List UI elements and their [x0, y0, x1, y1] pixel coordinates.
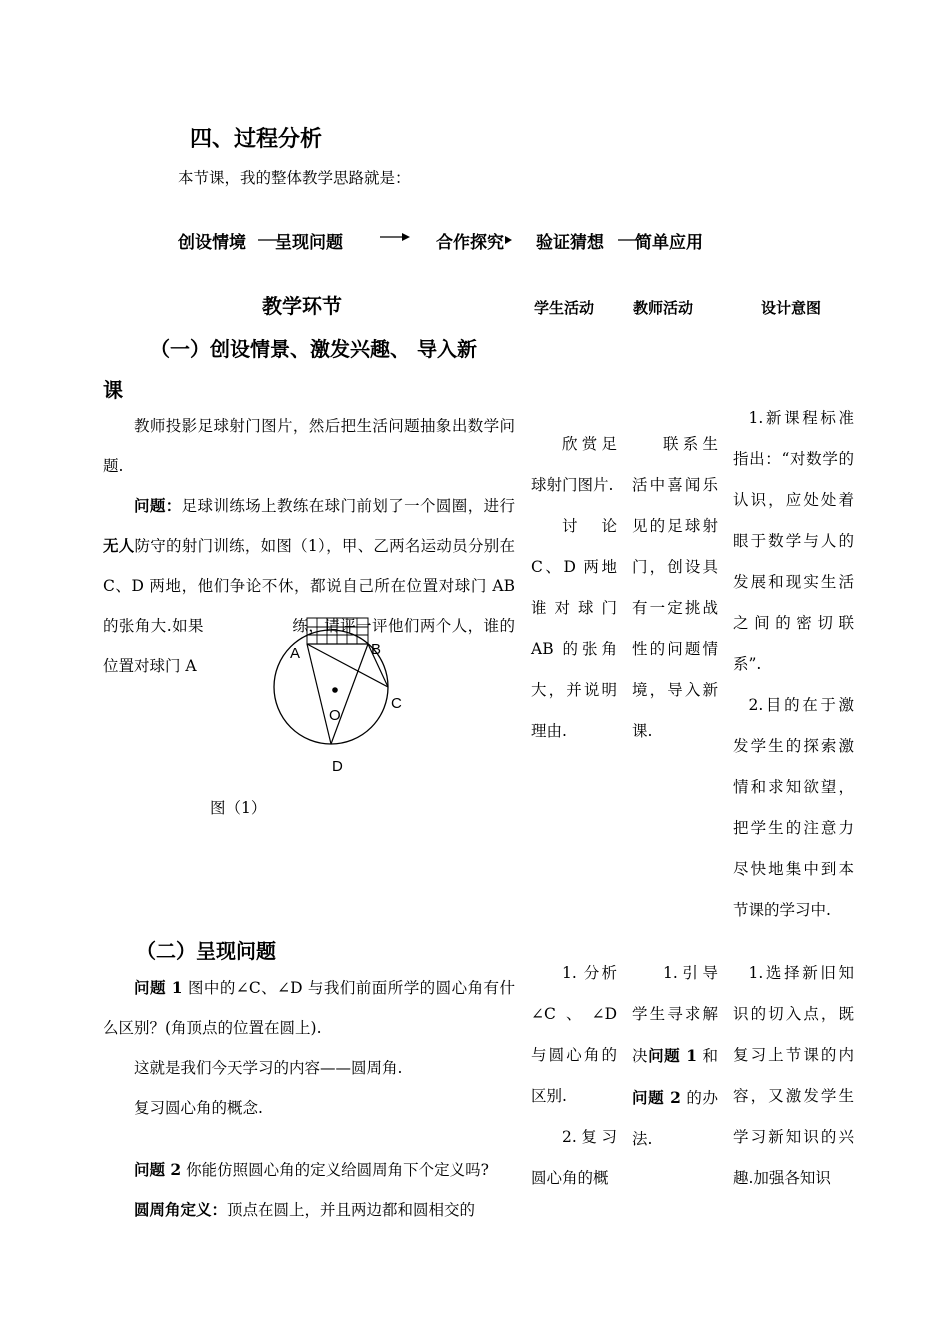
part1-p1: 教师投影足球射门图片，然后把生活问题抽象出数学问题.	[103, 417, 515, 475]
part2-q1: 问题 1 图中的∠C、∠D 与我们前面所学的圆心角有什么区别？(角顶点的位置在圆上).	[103, 978, 515, 1037]
part1-teacher-col: 联系生活中喜闻乐见的足球射门，创设具有一定挑战性的问题情境，导入新课.	[632, 435, 718, 740]
part1-question: 问题：足球训练场上教练在球门前划了一个圆圈，进行无人防守的射门训练，如图（1），甲、乙两名运动员分别在 C、D 两地，他们争论不休，都说自己所在位置对球门 AB 的张角大.如果 练，请评一评他们两个人，谁的位置对球门 A	[103, 496, 515, 675]
header-design: 设计意图	[761, 299, 822, 317]
figure-caption: 图（1）	[210, 799, 267, 817]
header-student: 学生活动	[534, 299, 595, 317]
question-label: 问题：	[134, 496, 182, 515]
flow-arrows	[170, 222, 730, 262]
part2-body	[103, 968, 515, 1230]
label-b: B	[371, 641, 382, 658]
header-teacher: 教师活动	[633, 299, 694, 317]
header-teaching: 教学环节	[262, 294, 342, 318]
section-intro: 本节课，我的整体教学思路就是：	[178, 169, 411, 187]
part2-q2: 问题 2 你能仿照圆心角的定义给圆周角下个定义吗?	[134, 1160, 489, 1179]
part2-design-col: 1.选择新旧知识的切入点，既复习上节课的内容，又激发学生学习新知识的兴趣.加强各知识	[733, 964, 854, 1187]
flow-step-3: 合作探究	[436, 233, 504, 253]
flow-step-5: 简单应用	[635, 233, 703, 253]
part2-today: 这就是我们今天学习的内容——圆周角.	[134, 1059, 403, 1077]
part1-design-col: 1.新课程标准指出：“对数学的认识，应处处着眼于数学与人的发展和现实生活之间的密切联系”. 2.目的在于激发学生的探索激情和求知欲望，把学生的注意力尽快地集中到本节课的学习中.	[733, 409, 854, 919]
flow-step-4: 验证猜想	[536, 233, 604, 253]
teaching-flow	[170, 222, 730, 262]
part2-review: 复习圆心角的概念.	[134, 1099, 263, 1117]
part2-teacher-col: 1.引导学生寻求解决问题 1 和 问题 2 的办法.	[632, 964, 718, 1148]
label-d: D	[332, 758, 343, 775]
part1-title-line2: 课	[103, 378, 123, 402]
label-a: A	[290, 645, 301, 662]
part1-student-col: 欣赏足球射门图片. 讨论 C、D 两地谁对球门 AB 的张角大，并说明理由.	[531, 435, 617, 740]
part2-title: （二）呈现问题	[136, 939, 276, 963]
part2-student-col: 1. 分析∠C、∠D 与圆心角的区别. 2.复习圆心角的概	[531, 964, 617, 1187]
part1-title-line1: （一）创设情景、激发兴趣、 导入新	[150, 337, 477, 361]
label-o: O	[329, 707, 341, 724]
part2-definition: 圆周角定义：顶点在圆上，并且两边都和圆相交的	[134, 1200, 476, 1219]
label-c: C	[391, 695, 402, 712]
flow-step-2: 呈现问题	[275, 233, 343, 253]
flow-step-1: 创设情境	[178, 233, 246, 253]
section-title: 四、过程分析	[190, 127, 323, 152]
